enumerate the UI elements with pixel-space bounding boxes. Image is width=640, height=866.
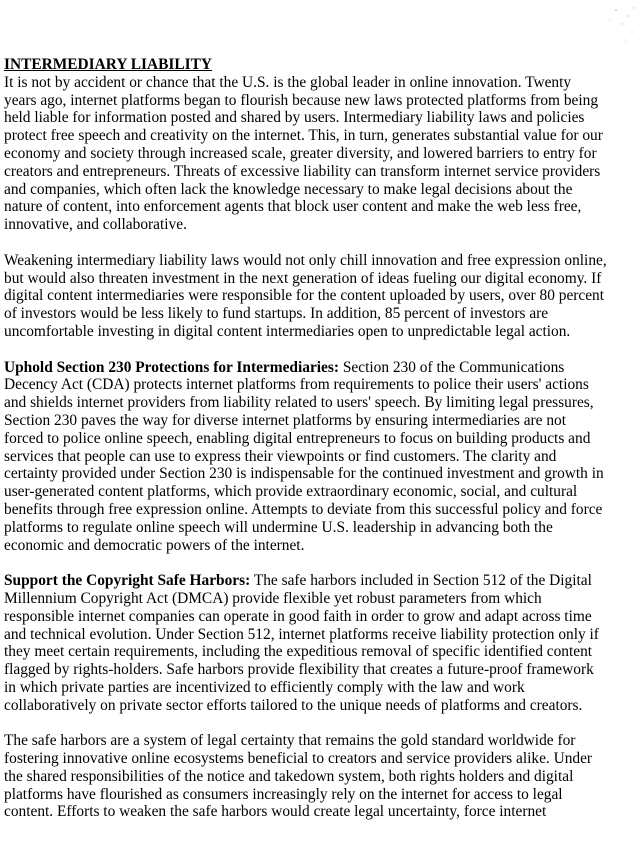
text-line: responsible internet companies can operate in good faith in order to grow and adapt across time [4,607,592,625]
text-line: held liable for information posted and shared by users. Intermediary liability laws and policies [4,109,585,127]
text-line: economy and society through increased scale, greater diversity, and lowered barriers to entry for [4,144,597,162]
text-line: services that people can use to express their viewpoints or find customers. The clarity and [4,447,557,465]
text-line: nature of content, into enforcement agents that block user content and make the web less free, [4,198,582,216]
text-line: creators and entrepreneurs. Threats of excessive liability can transform internet service providers [4,162,601,180]
text-line: platforms have flourished as consumers increasingly rely on the internet for access to legal [4,785,563,803]
text-line: and companies, which often lack the knowledge necessary to make legal decisions about the [4,180,573,198]
text-line: certainty provided under Section 230 is indispensable for the continued investment and growth in [4,465,604,483]
text-line: Millennium Copyright Act (DMCA) provide flexible yet robust parameters from which [4,589,542,607]
text-line: Decency Act (CDA) protects internet platforms from requirements to police their users' actions [4,376,589,394]
paragraph-section-230 [4,359,640,555]
text-line: forced to police online speech, enabling digital entrepreneurs to focus on building products and [4,429,591,447]
text-line: years ago, internet platforms began to flourish because new laws protected platforms from being [4,91,599,109]
text-line: user-generated content platforms, which provide extraordinary economic, social, and cultural [4,483,578,501]
text-line: collaboratively on private sector efforts tailored to the unique needs of platforms and creators. [4,696,583,714]
paragraph-intro [4,74,640,234]
text-line: Section 230 paves the way for diverse internet platforms by ensuring intermediaries are not [4,411,567,429]
text-line: benefits through free expression online. Attempts to deviate from this successful policy and force [4,500,603,518]
text-line [4,572,640,590]
text-line: the shared responsibilities of the notice and takedown system, both rights holders and digital [4,767,574,785]
text-line: The safe harbors are a system of legal certainty that remains the gold standard worldwide for [4,732,576,750]
text-line: they meet certain requirements, including the expeditious removal of specific identified content [4,643,593,661]
paragraph-safe-harbors [4,572,640,714]
text-line: protect free speech and creativity on the internet. This, in turn, generates substantial value for our [4,127,603,145]
text-line [4,359,640,377]
paragraph-legal-certainty [4,732,640,821]
text-run: The safe harbors included in Section 512 of the Digital [250,572,592,590]
text-line: and technical evolution. Under Section 512, internet platforms receive liability protection only if [4,625,599,643]
section-title: INTERMEDIARY LIABILITY [4,56,212,73]
text-line: platforms to regulate online speech will undermine U.S. leadership in advancing both the [4,518,553,536]
decorative-sparkle-corner [576,2,636,62]
paragraph-lead: Uphold Section 230 Protections for Intermediaries: [4,358,339,376]
paragraph-lead: Support the Copyright Safe Harbors: [4,572,251,590]
text-line: of investors would be less likely to fund startups. In addition, 85 percent of investors are [4,305,549,323]
text-line: economic and democratic powers of the internet. [4,536,305,554]
text-line: uncomfortable investing in digital content intermediaries open to unpredictable legal action. [4,322,571,340]
text-line: fostering innovative online ecosystems beneficial to creators and service providers alike. Under [4,750,593,768]
text-line: in which private parties are incentivized to efficiently comply with the law and work [4,678,525,696]
text-line: digital content intermediaries were responsible for the content uploaded by users, over 80 percent [4,287,605,305]
text-line: but would also threaten investment in the next generation of ideas fueling our digital economy. If [4,269,602,287]
text-line: flagged by rights-holders. Safe harbors provide flexibility that creates a future-proof framework [4,661,594,679]
text-line: Weakening intermediary liability laws would not only chill innovation and free expression online, [4,251,607,269]
document-page [4,56,640,839]
text-run: Section 230 of the Communications [339,358,565,376]
text-line: and shields internet providers from liability related to users' speech. By limiting legal pressures, [4,394,594,412]
text-line: innovative, and collaborative. [4,216,187,234]
paragraph-investment [4,252,640,341]
text-line: content. Efforts to weaken the safe harbors would create legal uncertainty, force internet [4,803,547,821]
text-line: It is not by accident or chance that the U.S. is the global leader in online innovation. Twenty [4,73,572,91]
